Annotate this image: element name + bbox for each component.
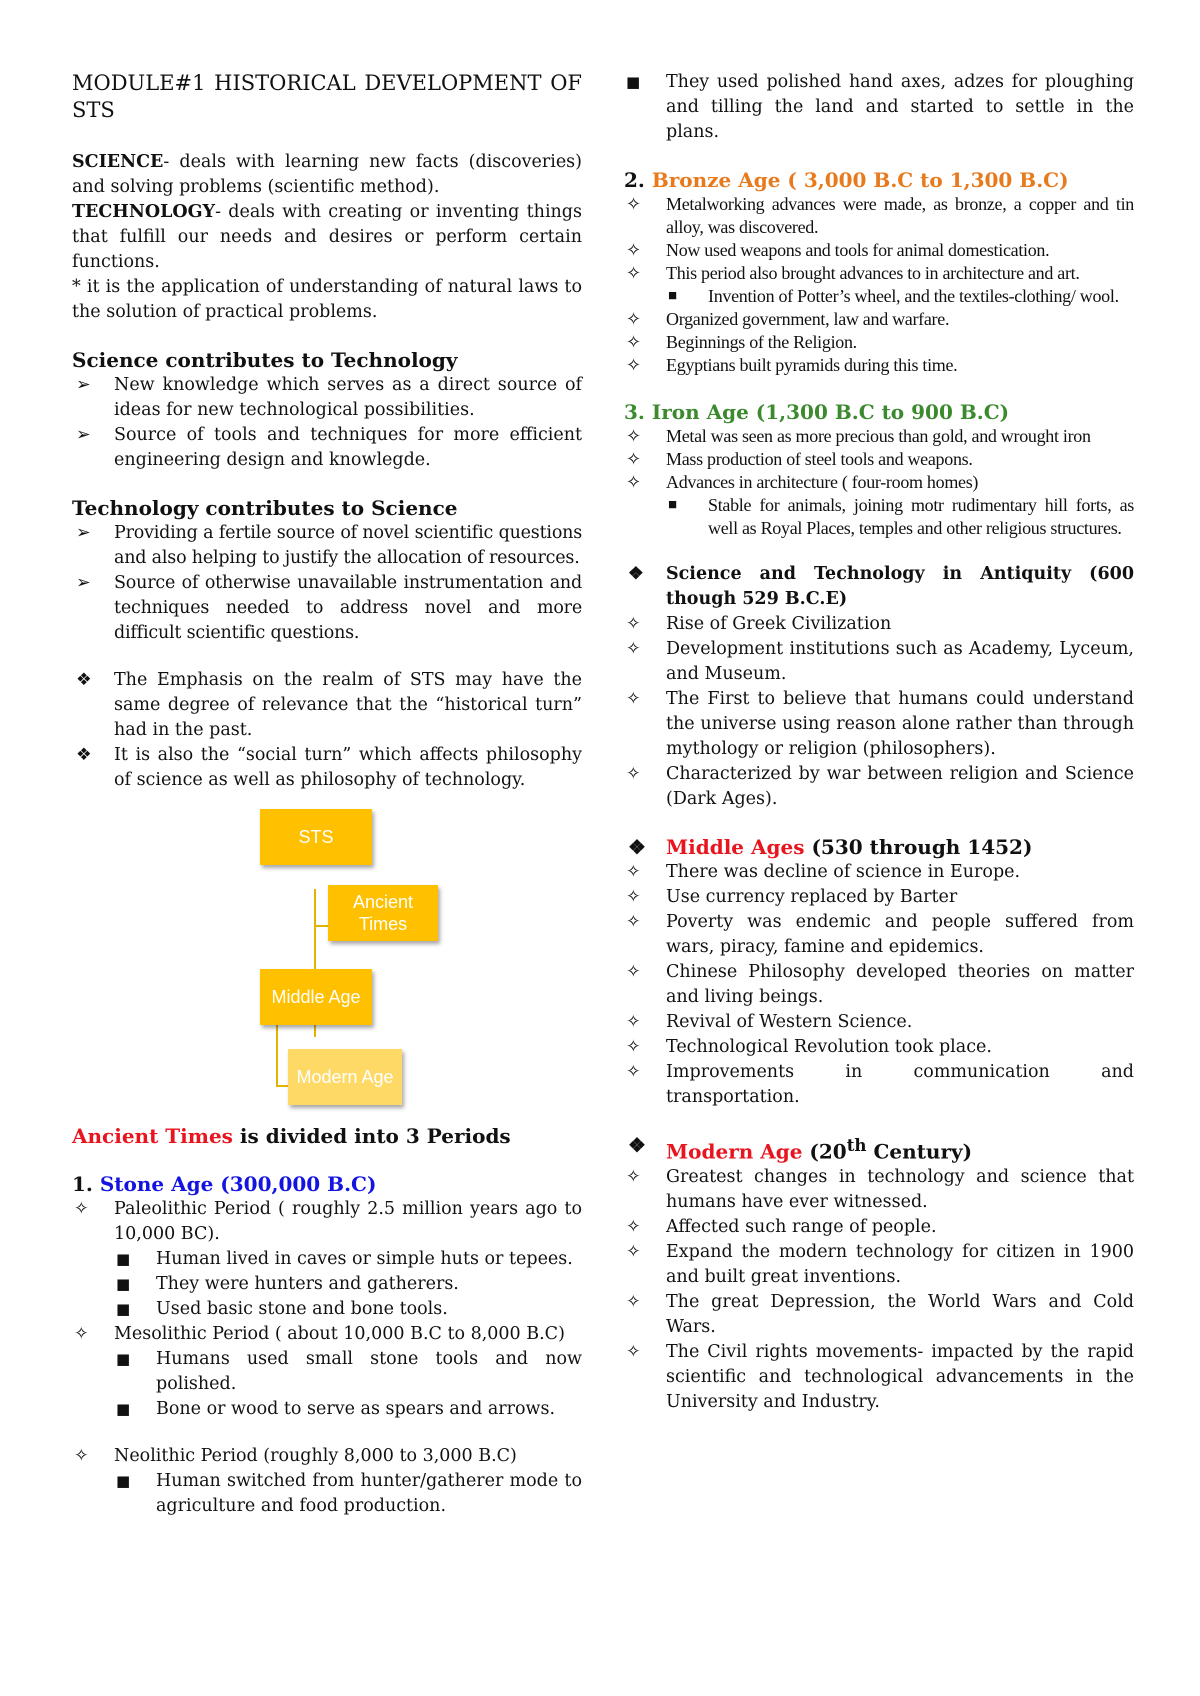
list-item: ➢ Source of otherwise unavailable instrumentation and techniques needed to address novel and more difficult scientific questions. xyxy=(72,571,582,646)
technology-definition xyxy=(72,200,582,275)
science-term: SCIENCE xyxy=(72,152,164,172)
middle-ages-heading xyxy=(624,834,1134,860)
iron-age-body xyxy=(624,425,1134,540)
science-text: - deals with learning new facts (discoveries) and solving problems (scientific method). xyxy=(72,152,582,197)
list-item: ✧ Advances in architecture ( four-room homes) xyxy=(624,471,1134,494)
antiquity-section xyxy=(624,562,1134,612)
list-item: ➢ Providing a fertile source of novel scientific questions and also helping to justify the allocation of resources. xyxy=(72,521,582,571)
list-item: ✧ Organized government, law and warfare. xyxy=(624,308,1134,331)
technology-note: * it is the application of understanding of natural laws to the solution of practical problems. xyxy=(72,277,582,322)
modern-age-rest1: (20 xyxy=(802,1139,847,1164)
list-item: ■ Used basic stone and bone tools. xyxy=(114,1297,582,1322)
list-item: ■ Bone or wood to serve as spears and arrows. xyxy=(114,1397,582,1422)
bronze-age-number: 2. xyxy=(624,168,645,192)
mesolithic-list xyxy=(72,1322,582,1347)
list-item: ✧ Technological Revolution took place. xyxy=(624,1035,1134,1060)
neolithic-sublist xyxy=(114,1469,582,1519)
bronze-age-sublist xyxy=(666,285,1134,308)
modern-age-sup: th xyxy=(846,1135,867,1155)
technology-term: TECHNOLOGY xyxy=(72,202,216,222)
node-middle-age: Middle Age xyxy=(260,969,372,1025)
bronze-age-body xyxy=(624,193,1134,377)
node-sts: STS xyxy=(260,809,372,865)
list-item: ✧ Egyptians built pyramids during this time. xyxy=(624,354,1134,377)
modern-age-section xyxy=(624,1132,1134,1165)
mesolithic-item: ✧ Mesolithic Period ( about 10,000 B.C to 8,000 B.C) xyxy=(72,1322,582,1347)
modern-age-rest2: Century) xyxy=(866,1139,973,1164)
list-item: ✧ Improvements in communication and transportation. xyxy=(624,1060,1134,1110)
right-column xyxy=(624,70,1134,1415)
list-item: ✧ Beginnings of the Religion. xyxy=(624,331,1134,354)
list-item: ✧ The First to believe that humans could understand the universe using reason alone rather than through mythology or religion (philosophers). xyxy=(624,687,1134,762)
tech-to-sci-list xyxy=(72,521,582,646)
list-item: ➢ Source of tools and techniques for more efficient engineering design and knowlegde. xyxy=(72,423,582,473)
list-item: ✧ Expand the modern technology for citizen in 1900 and built great inventions. xyxy=(624,1240,1134,1290)
hierarchy-diagram xyxy=(72,809,582,1109)
list-item: ■ Human lived in caves or simple huts or tepees. xyxy=(114,1247,582,1272)
modern-age-list xyxy=(624,1165,1134,1415)
list-item: ■ Stable for animals, joining motr rudimentary hill forts, as well as Royal Places, temples and other religious structures. xyxy=(666,494,1134,540)
paleolithic-label: Paleolithic Period ( roughly 2.5 million years ago to 10,000 BC). xyxy=(114,1199,582,1244)
ancient-lead: Ancient Times xyxy=(72,1124,233,1148)
modern-age-lead: Modern Age xyxy=(666,1139,803,1164)
iron-age-sublist xyxy=(666,494,1134,540)
iron-age-list xyxy=(624,425,1134,494)
list-item: ■ They used polished hand axes, adzes for ploughing and tilling the land and started to settle in the plans. xyxy=(624,70,1134,145)
list-item: ✧ Poverty was endemic and people suffered from wars, piracy, famine and epidemics. xyxy=(624,910,1134,960)
bronze-age-heading xyxy=(624,167,1134,193)
stone-age-list xyxy=(72,1197,582,1247)
node-ancient-times: Ancient Times xyxy=(328,885,438,941)
tech-to-sci-heading: Technology contributes to Science xyxy=(72,496,458,520)
middle-ages-list xyxy=(624,860,1134,1110)
antiquity-heading: ❖ Science and Technology in Antiquity (600 though 529 B.C.E) xyxy=(624,562,1134,612)
middle-ages-lead: Middle Ages xyxy=(666,835,805,859)
list-item: ➢ New knowledge which serves as a direct source of ideas for new technological possibilities. xyxy=(72,373,582,423)
bronze-age-list-2 xyxy=(624,308,1134,377)
list-item: ✧ Affected such range of people. xyxy=(624,1215,1134,1240)
sci-to-tech-list xyxy=(72,373,582,473)
list-item: ✧ Development institutions such as Academy, Lyceum, and Museum. xyxy=(624,637,1134,687)
list-item: ✧ Use currency replaced by Barter xyxy=(624,885,1134,910)
bronze-age-list xyxy=(624,193,1134,285)
technology-text: - deals with creating or inventing things that fulfill our needs and desires or perform certain functions. xyxy=(72,202,582,272)
list-item: ✧ Greatest changes in technology and science that humans have ever witnessed. xyxy=(624,1165,1134,1215)
page-title: MODULE#1 HISTORICAL DEVELOPMENT OF STS xyxy=(72,71,582,122)
list-item: ✧ Characterized by war between religion and Science (Dark Ages). xyxy=(624,762,1134,812)
list-item: ✧ Chinese Philosophy developed theories on matter and living beings. xyxy=(624,960,1134,1010)
science-definition xyxy=(72,150,582,200)
emphasis-list xyxy=(72,668,582,793)
ancient-heading xyxy=(72,1123,582,1149)
list-item: ✧ The great Depression, the World Wars and Cold Wars. xyxy=(624,1290,1134,1340)
stone-age-number: 1. xyxy=(72,1172,93,1196)
stone-age-name: Stone Age (300,000 B.C) xyxy=(99,1172,377,1196)
list-item: ✧ Now used weapons and tools for animal domestication. xyxy=(624,239,1134,262)
list-item: ✧ The Civil rights movements- impacted by the rapid scientific and technological advancements in the University and Industry. xyxy=(624,1340,1134,1415)
modern-age-heading xyxy=(624,1132,1134,1165)
list-item: ❖ The Emphasis on the realm of STS may have the same degree of relevance that the “historical turn” had in the past. xyxy=(72,668,582,743)
neolithic-sublist-continued xyxy=(624,70,1134,145)
bronze-age-name: Bronze Age ( 3,000 B.C to 1,300 B.C) xyxy=(651,168,1069,192)
left-column xyxy=(72,70,582,1519)
paleolithic-item xyxy=(72,1197,582,1247)
list-item: ✧ There was decline of science in Europe. xyxy=(624,860,1134,885)
list-item: ✧ Mass production of steel tools and weapons. xyxy=(624,448,1134,471)
list-item: ✧ Metalworking advances were made, as bronze, a copper and tin alloy, was discovered. xyxy=(624,193,1134,239)
neolithic-list xyxy=(72,1444,582,1469)
stone-age-heading xyxy=(72,1171,582,1197)
mesolithic-sublist xyxy=(114,1347,582,1422)
iron-age-heading: 3. Iron Age (1,300 B.C to 900 B.C) xyxy=(624,400,1010,424)
antiquity-list xyxy=(624,612,1134,812)
neolithic-item: ✧ Neolithic Period (roughly 8,000 to 3,000 B.C) xyxy=(72,1444,582,1469)
middle-ages-section xyxy=(624,834,1134,860)
paleolithic-sublist xyxy=(114,1247,582,1322)
list-item: ■ They were hunters and gatherers. xyxy=(114,1272,582,1297)
list-item: ■ Invention of Potter’s wheel, and the textiles-clothing/ wool. xyxy=(666,285,1134,308)
list-item: ✧ Metal was seen as more precious than gold, and wrought iron xyxy=(624,425,1134,448)
list-item: ■ Human switched from hunter/gatherer mode to agriculture and food production. xyxy=(114,1469,582,1519)
list-item: ✧ This period also brought advances to in architecture and art. xyxy=(624,262,1134,285)
list-item: ✧ Revival of Western Science. xyxy=(624,1010,1134,1035)
middle-ages-rest: (530 through 1452) xyxy=(804,835,1033,859)
list-item: ■ Humans used small stone tools and now polished. xyxy=(114,1347,582,1397)
ancient-rest: is divided into 3 Periods xyxy=(232,1124,511,1148)
list-item: ❖ It is also the “social turn” which affects philosophy of science as well as philosophy of technology. xyxy=(72,743,582,793)
list-item: ✧ Rise of Greek Civilization xyxy=(624,612,1134,637)
node-modern-age: Modern Age xyxy=(288,1049,402,1105)
sci-to-tech-heading: Science contributes to Technology xyxy=(72,348,458,372)
